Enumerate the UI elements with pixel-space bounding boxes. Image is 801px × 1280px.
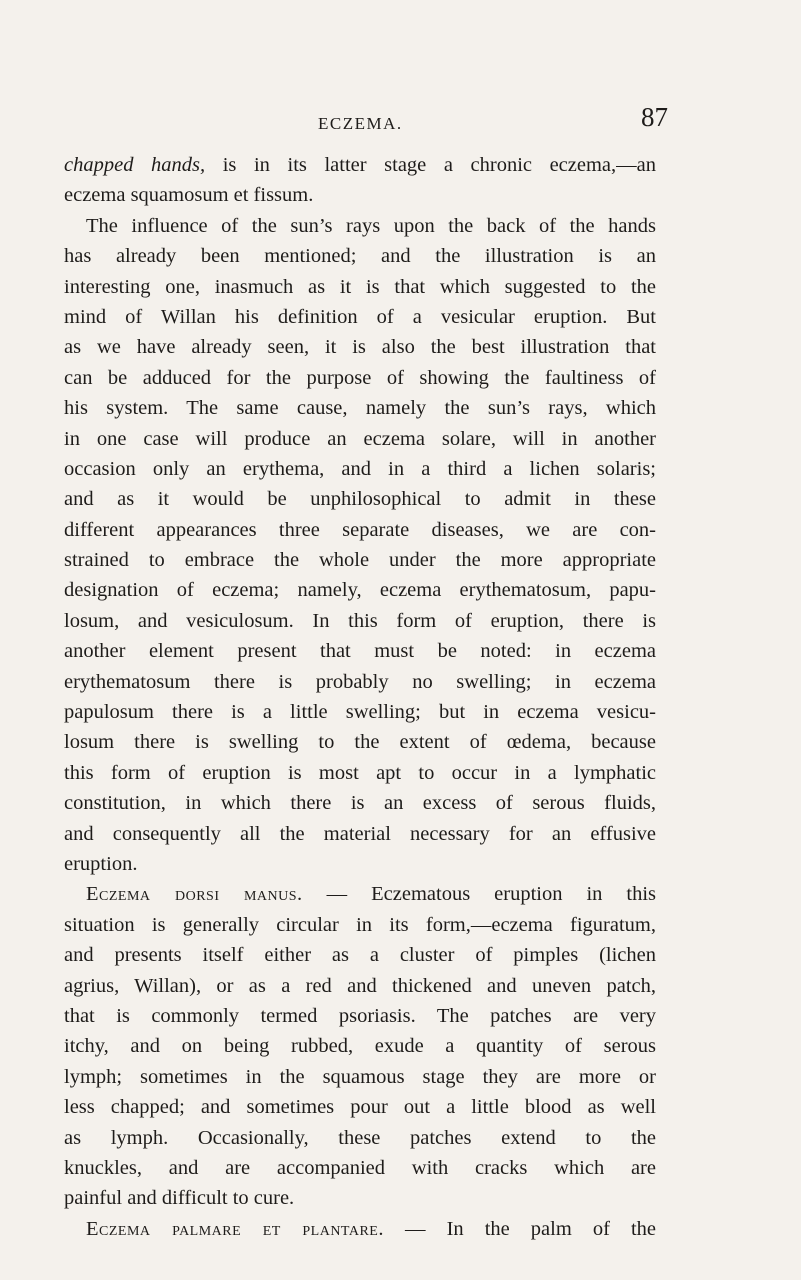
text-line: that is commonly termed psoriasis. The patches are very: [64, 1004, 656, 1027]
text-line: constitution, in which there is an excess of serous fluids,: [64, 792, 656, 815]
text-line: and presents itself either as a cluster of pimples (lichen: [64, 944, 656, 967]
section-heading: Eczema palmare et plantare.: [86, 1217, 384, 1240]
text-line: and as it would be unphilosophical to admit in these: [64, 488, 656, 511]
text-line: situation is generally circular in its form,—eczema figuratum,: [64, 913, 656, 936]
running-head: [60, 102, 668, 142]
section-heading: Eczema dorsi manus.: [86, 883, 303, 906]
text-line: knuckles, and are accompanied with cracks which are: [64, 1156, 656, 1179]
page-number: 87: [641, 102, 668, 132]
text-line: lymph; sometimes in the squamous stage they are more or: [64, 1065, 656, 1088]
text-line: itchy, and on being rubbed, exude a quantity of serous: [64, 1035, 656, 1058]
text-line: can be adduced for the purpose of showing the faultiness of: [64, 366, 656, 389]
text-line: different appearances three separate diseases, we are con-: [64, 518, 656, 541]
text-line: papulosum there is a little swelling; but in eczema vesicu-: [64, 701, 656, 724]
text-line: chapped hands, is in its latter stage a chronic eczema,—an: [64, 154, 656, 176]
body-text: [64, 150, 656, 1244]
text-line: less chapped; and sometimes pour out a little blood as well: [64, 1096, 656, 1119]
text-line: erythematosum there is probably no swelling; in eczema: [64, 670, 656, 693]
text-line: in one case will produce an eczema solare, will in another: [64, 427, 656, 450]
text-line: his system. The same cause, namely the sun’s rays, which: [64, 397, 656, 420]
text-line: designation of eczema; namely, eczema erythematosum, papu-: [64, 579, 656, 602]
text-line: The influence of the sun’s rays upon the back of the hands: [86, 214, 656, 237]
text-line: eruption.: [64, 852, 138, 875]
text-line: mind of Willan his definition of a vesicular eruption. But: [64, 305, 656, 328]
text-line: Eczema dorsi manus. — Eczematous eruption in this: [86, 883, 656, 906]
text-line: eczema squamosum et fissum.: [64, 184, 314, 207]
text-line: occasion only an erythema, and in a third a lichen solaris;: [64, 457, 656, 480]
text-line: as we have already seen, it is also the best illustration that: [64, 336, 656, 359]
running-title: ECZEMA.: [318, 114, 403, 133]
text-line: has already been mentioned; and the illustration is an: [64, 245, 656, 268]
text-line: losum, and vesiculosum. In this form of eruption, there is: [64, 609, 656, 632]
text-line: another element present that must be noted: in eczema: [64, 640, 656, 663]
text-line: interesting one, inasmuch as it is that which suggested to the: [64, 275, 656, 298]
italic-phrase: chapped hands,: [64, 154, 206, 176]
text-line: painful and difficult to cure.: [64, 1187, 295, 1210]
text-line: agrius, Willan), or as a red and thickened and uneven patch,: [64, 974, 656, 997]
text-line: Eczema palmare et plantare. — In the palm of the: [86, 1217, 657, 1240]
text-line: strained to embrace the whole under the more appropriate: [64, 549, 656, 572]
text-line: as lymph. Occasionally, these patches extend to the: [64, 1126, 656, 1149]
text-line: this form of eruption is most apt to occur in a lymphatic: [64, 761, 656, 784]
text-line: losum there is swelling to the extent of œdema, because: [64, 731, 656, 754]
text-line: and consequently all the material necessary for an effusive: [64, 822, 656, 845]
